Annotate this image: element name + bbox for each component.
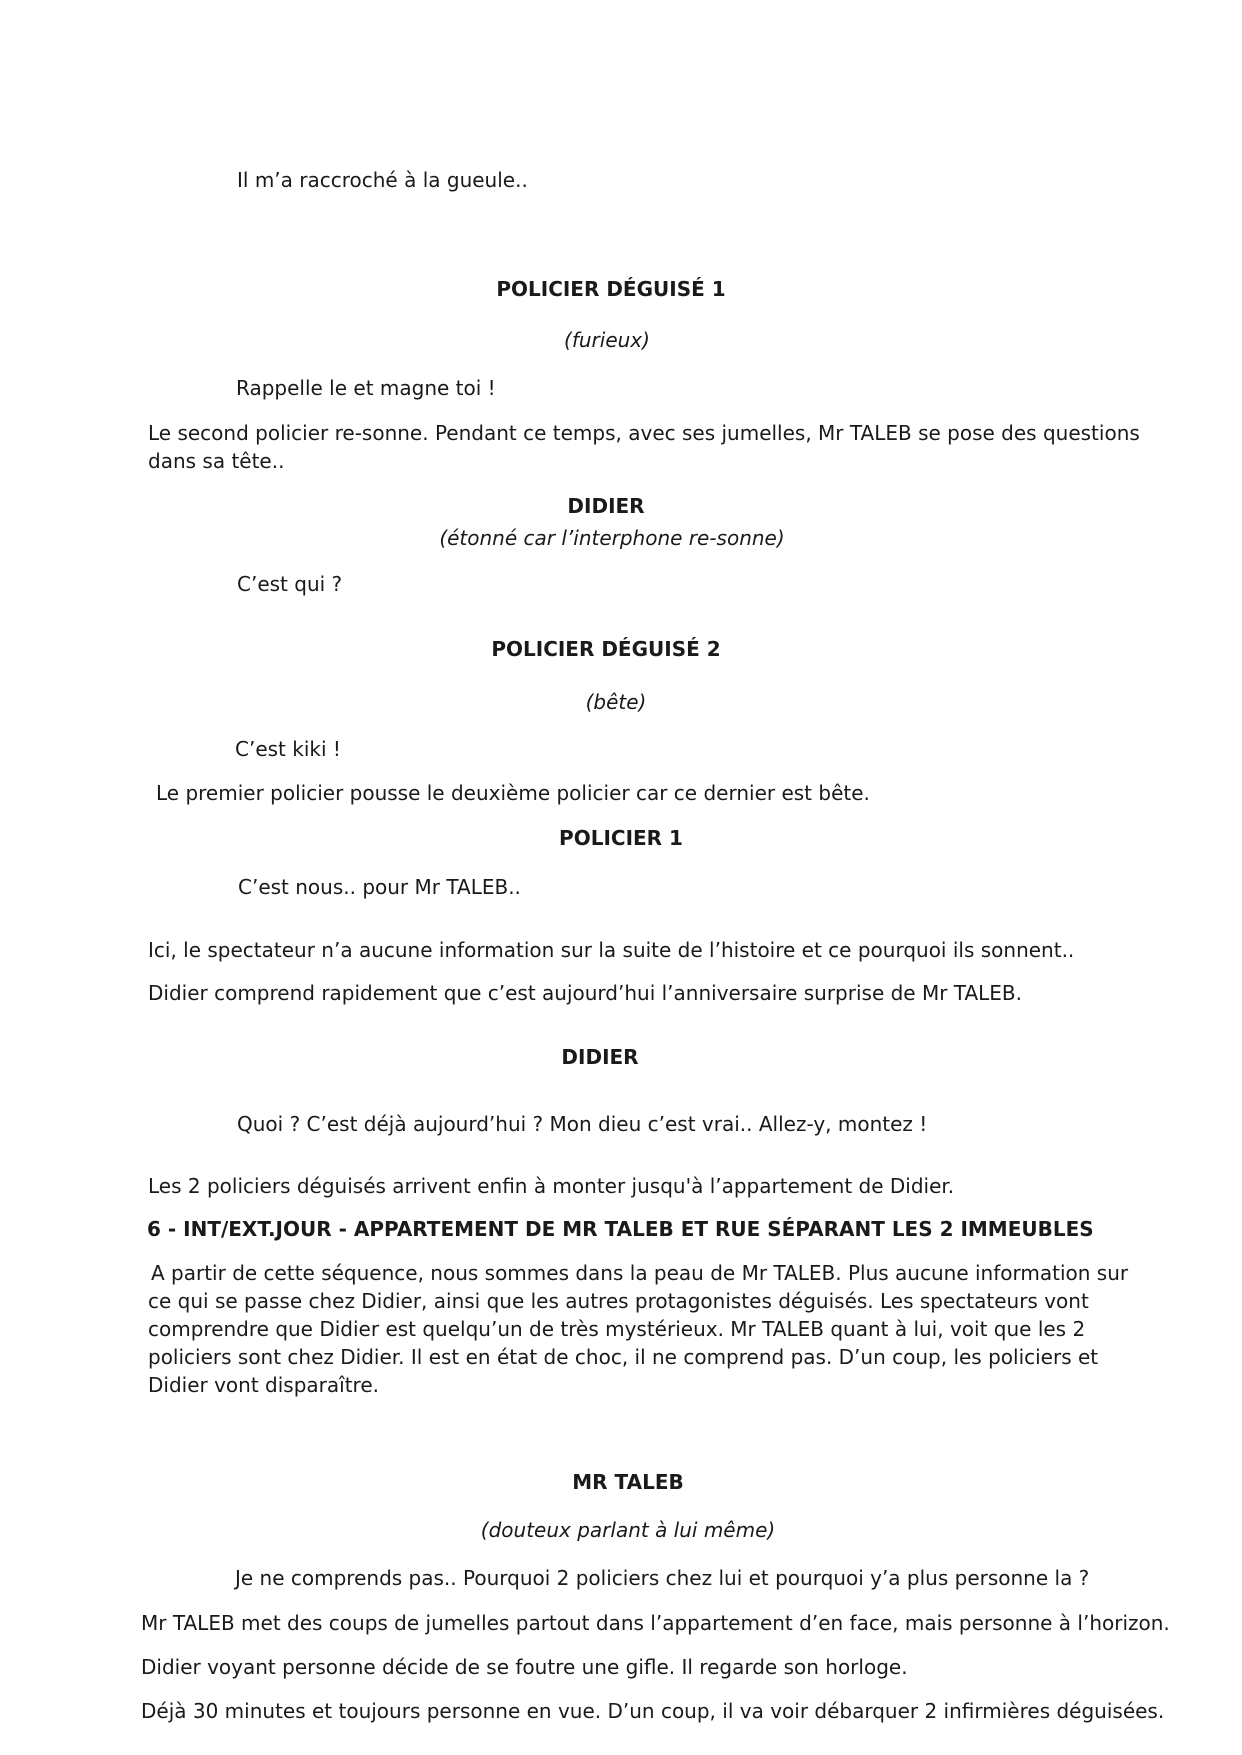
parenthetical: (bête) xyxy=(585,690,647,714)
dialogue-line: C’est nous.. pour Mr TALEB.. xyxy=(238,875,521,899)
action-line: Didier comprend rapidement que c’est aujourd’hui l’anniversaire surprise de Mr TALEB. xyxy=(148,981,1023,1005)
parenthetical: (douteux parlant à lui même) xyxy=(480,1518,776,1542)
dialogue-line: C’est kiki ! xyxy=(235,737,341,761)
action-line: Didier vont disparaître. xyxy=(148,1373,379,1397)
dialogue-line: C’est qui ? xyxy=(237,572,343,596)
character-name: POLICIER DÉGUISÉ 2 xyxy=(491,637,721,661)
parenthetical: (furieux) xyxy=(564,328,650,352)
dialogue-line: Il m’a raccroché à la gueule.. xyxy=(237,168,528,192)
character-name: DIDIER xyxy=(561,1045,639,1069)
action-line: A partir de cette séquence, nous sommes dans la peau de Mr TALEB. Plus aucune information sur xyxy=(151,1261,1129,1285)
action-line: Mr TALEB met des coups de jumelles partout dans l’appartement d’en face, mais personne à l’horizon. xyxy=(141,1611,1170,1635)
action-line: comprendre que Didier est quelqu’un de très mystérieux. Mr TALEB quant à lui, voit que les 2 xyxy=(148,1317,1086,1341)
character-name: POLICIER DÉGUISÉ 1 xyxy=(496,277,726,301)
action-line: dans sa tête.. xyxy=(148,449,285,473)
dialogue-line: Je ne comprends pas.. Pourquoi 2 policiers chez lui et pourquoi y’a plus personne la ? xyxy=(235,1566,1090,1590)
action-line: Le second policier re-sonne. Pendant ce temps, avec ses jumelles, Mr TALEB se pose des questions xyxy=(148,421,1140,445)
character-name: POLICIER 1 xyxy=(559,826,683,850)
parenthetical: (étonné car l’interphone re-sonne) xyxy=(439,526,785,550)
action-line: Didier voyant personne décide de se foutre une gifle. Il regarde son horloge. xyxy=(141,1655,908,1679)
action-line: Déjà 30 minutes et toujours personne en vue. D’un coup, il va voir débarquer 2 infirmières déguisées. xyxy=(141,1699,1165,1723)
action-line: Ici, le spectateur n’a aucune information sur la suite de l’histoire et ce pourquoi ils sonnent.. xyxy=(148,938,1075,962)
character-name: MR TALEB xyxy=(572,1470,684,1494)
action-line: policiers sont chez Didier. Il est en état de choc, il ne comprend pas. D’un coup, les policiers et xyxy=(148,1345,1099,1369)
dialogue-line: Rappelle le et magne toi ! xyxy=(236,376,496,400)
action-line: Le premier policier pousse le deuxième policier car ce dernier est bête. xyxy=(156,781,870,805)
scene-heading: 6 - INT/EXT.JOUR - APPARTEMENT DE MR TALEB ET RUE SÉPARANT LES 2 IMMEUBLES xyxy=(147,1217,1094,1241)
action-line: ce qui se passe chez Didier, ainsi que les autres protagonistes déguisés. Les spectateurs vont xyxy=(148,1289,1089,1313)
character-name: DIDIER xyxy=(567,494,645,518)
action-line: Les 2 policiers déguisés arrivent enfin à monter jusqu'à l’appartement de Didier. xyxy=(148,1174,955,1198)
dialogue-line: Quoi ? C’est déjà aujourd’hui ? Mon dieu c’est vrai.. Allez-y, montez ! xyxy=(237,1112,928,1136)
